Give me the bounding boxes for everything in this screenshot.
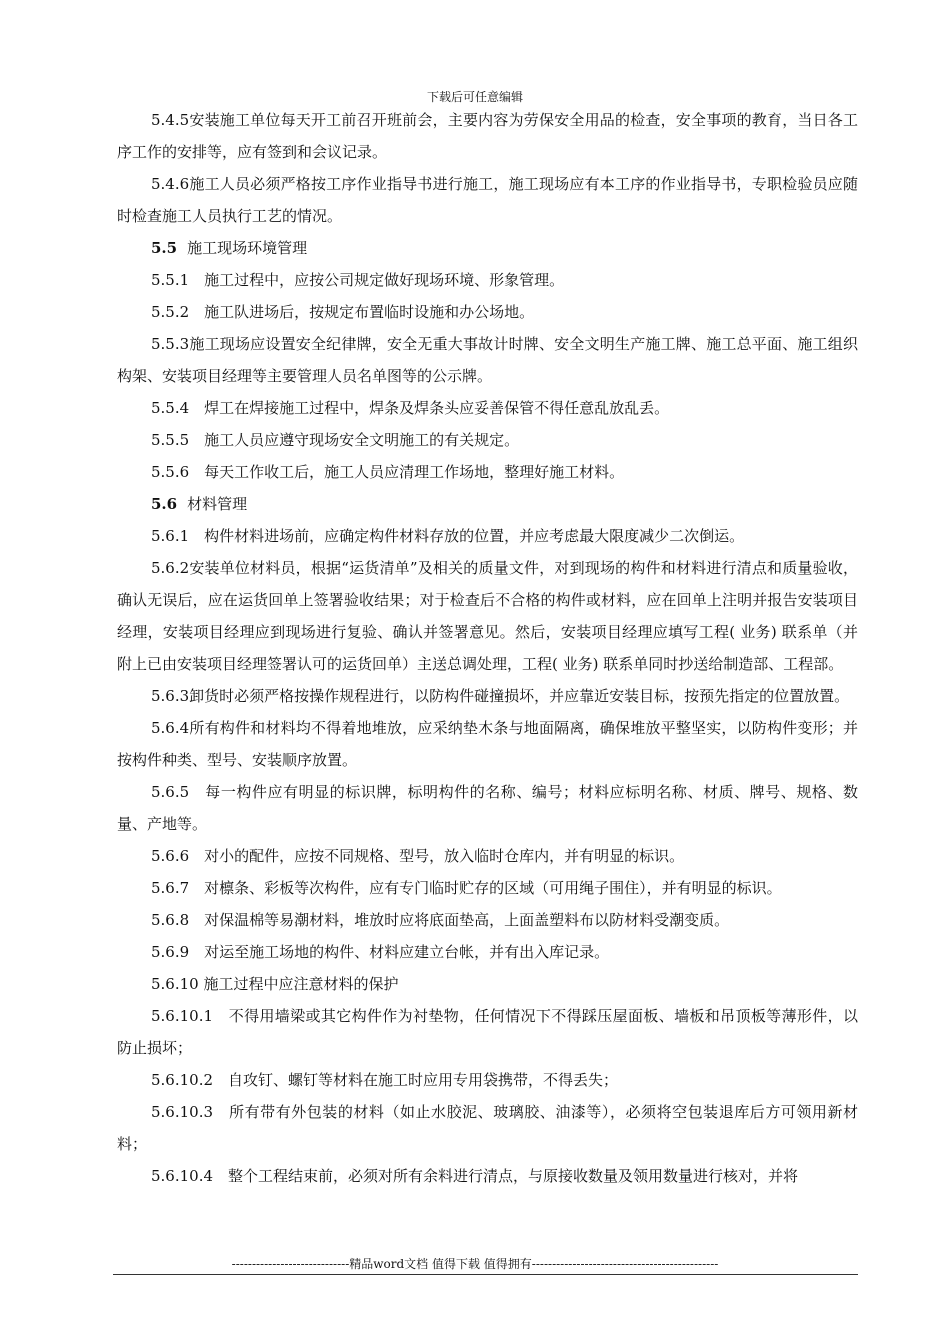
section-number: 5.5 — [151, 239, 178, 257]
paragraph-5-5-5: 5.5.5 施工人员应遵守现场安全文明施工的有关规定。 — [151, 431, 520, 449]
paragraph-5-6-10-4: 5.6.10.4 整个工程结束前，必须对所有余料进行清点，与原接收数量及领用数量进行核对，并将 — [151, 1167, 799, 1185]
section-number: 5.6 — [151, 495, 178, 513]
footer-rule — [113, 1274, 858, 1275]
paragraph-5-6-8: 5.6.8 对保温棉等易潮材料，堆放时应将底面垫高，上面盖塑料布以防材料受潮变质。 — [151, 911, 730, 929]
paragraph-5-5-4: 5.5.4 焊工在焊接施工过程中，焊条及焊条头应妥善保管不得任意乱放乱丢。 — [151, 399, 670, 417]
footer-note: -----------------------------精品word文档 值得下载 值得拥有---------------------------------------------- — [231, 1257, 719, 1271]
paragraph-5-6-6: 5.6.6 对小的配件，应按不同规格、型号，放入临时仓库内，并有明显的标识。 — [151, 847, 685, 865]
paragraph-5-5-3: 5.5.3施工现场应设置安全纪律牌，安全无重大事故计时牌、安全文明生产施工牌、施工总平面、施工组织构架、安装项目经理等主要管理人员名单图等的公示牌。 — [117, 335, 858, 385]
section-heading-5-5 — [117, 232, 858, 264]
paragraph-5-6-3: 5.6.3卸货时必须严格按操作规程进行，以防构件碰撞损坏，并应靠近安装目标，按预先指定的位置放置。 — [151, 687, 850, 705]
paragraph-5-4-6: 5.4.6施工人员必须严格按工序作业指导书进行施工，施工现场应有本工序的作业指导书，专职检验员应随时检查施工人员执行工艺的情况。 — [117, 175, 858, 225]
section-heading-5-6 — [117, 488, 858, 520]
paragraph-5-6-5: 5.6.5 每一构件应有明显的标识牌，标明构件的名称、编号；材料应标明名称、材质、牌号、规格、数量、产地等。 — [117, 783, 858, 833]
paragraph-5-6-4: 5.6.4所有构件和材料均不得着地堆放，应采纳垫木条与地面隔离，确保堆放平整坚实，以防构件变形；并按构件种类、型号、安装顺序放置。 — [117, 719, 858, 769]
paragraph-5-5-1: 5.5.1 施工过程中，应按公司规定做好现场环境、形象管理。 — [151, 271, 565, 289]
paragraph-5-5-2: 5.5.2 施工队进场后，按规定布置临时设施和办公场地。 — [151, 303, 535, 321]
document-body — [117, 104, 858, 1192]
paragraph-5-6-1: 5.6.1 构件材料进场前，应确定构件材料存放的位置，并应考虑最大限度减少二次倒运。 — [151, 527, 745, 545]
paragraph-5-6-7: 5.6.7 对檩条、彩板等次构件，应有专门临时贮存的区域（可用绳子围住），并有明显的标识。 — [151, 879, 782, 897]
section-title: 材料管理 — [187, 495, 248, 513]
paragraph-5-5-6: 5.5.6 每天工作收工后，施工人员应清理工作场地，整理好施工材料。 — [151, 463, 625, 481]
paragraph-5-6-10-1: 5.6.10.1 不得用墙梁或其它构件作为衬垫物，任何情况下不得踩压屋面板、墙板和吊顶板等薄形件，以防止损坏； — [117, 1007, 858, 1057]
header-note: 下载后可任意编辑 — [426, 90, 523, 104]
paragraph-5-6-10-2: 5.6.10.2 自攻钉、螺钉等材料在施工时应用专用袋携带，不得丢失； — [151, 1071, 619, 1089]
paragraph-5-6-2: 5.6.2安装单位材料员，根据“运货清单”及相关的质量文件，对到现场的构件和材料进行清点和质量验收，确认无误后，应在运货回单上签署验收结果；对于检查后不合格的构件或材料，应在回单上注明并报告安装项目经理，安装项目经理应到现场进行复验、确认并签署意见。然后，安装项目经理应填写工程( 业务) 联系单（并附上已由安装项目经理签署认可的运货回单）主送总调处理，工程( 业务) 联系单同时抄送给制造部、工程部。 — [117, 559, 858, 673]
paragraph-5-4-5: 5.4.5安装施工单位每天开工前召开班前会，主要内容为劳保安全用品的检查，安全事项的教育，当日各工序工作的安排等，应有签到和会议记录。 — [117, 111, 858, 161]
paragraph-5-6-9: 5.6.9 对运至施工场地的构件、材料应建立台帐，并有出入库记录。 — [151, 943, 610, 961]
paragraph-5-6-10-3: 5.6.10.3 所有带有外包装的材料（如止水胶泥、玻璃胶、油漆等），必须将空包装退库后方可领用新材料； — [117, 1103, 858, 1153]
paragraph-5-6-10: 5.6.10 施工过程中应注意材料的保护 — [151, 975, 399, 993]
section-title: 施工现场环境管理 — [187, 239, 308, 257]
